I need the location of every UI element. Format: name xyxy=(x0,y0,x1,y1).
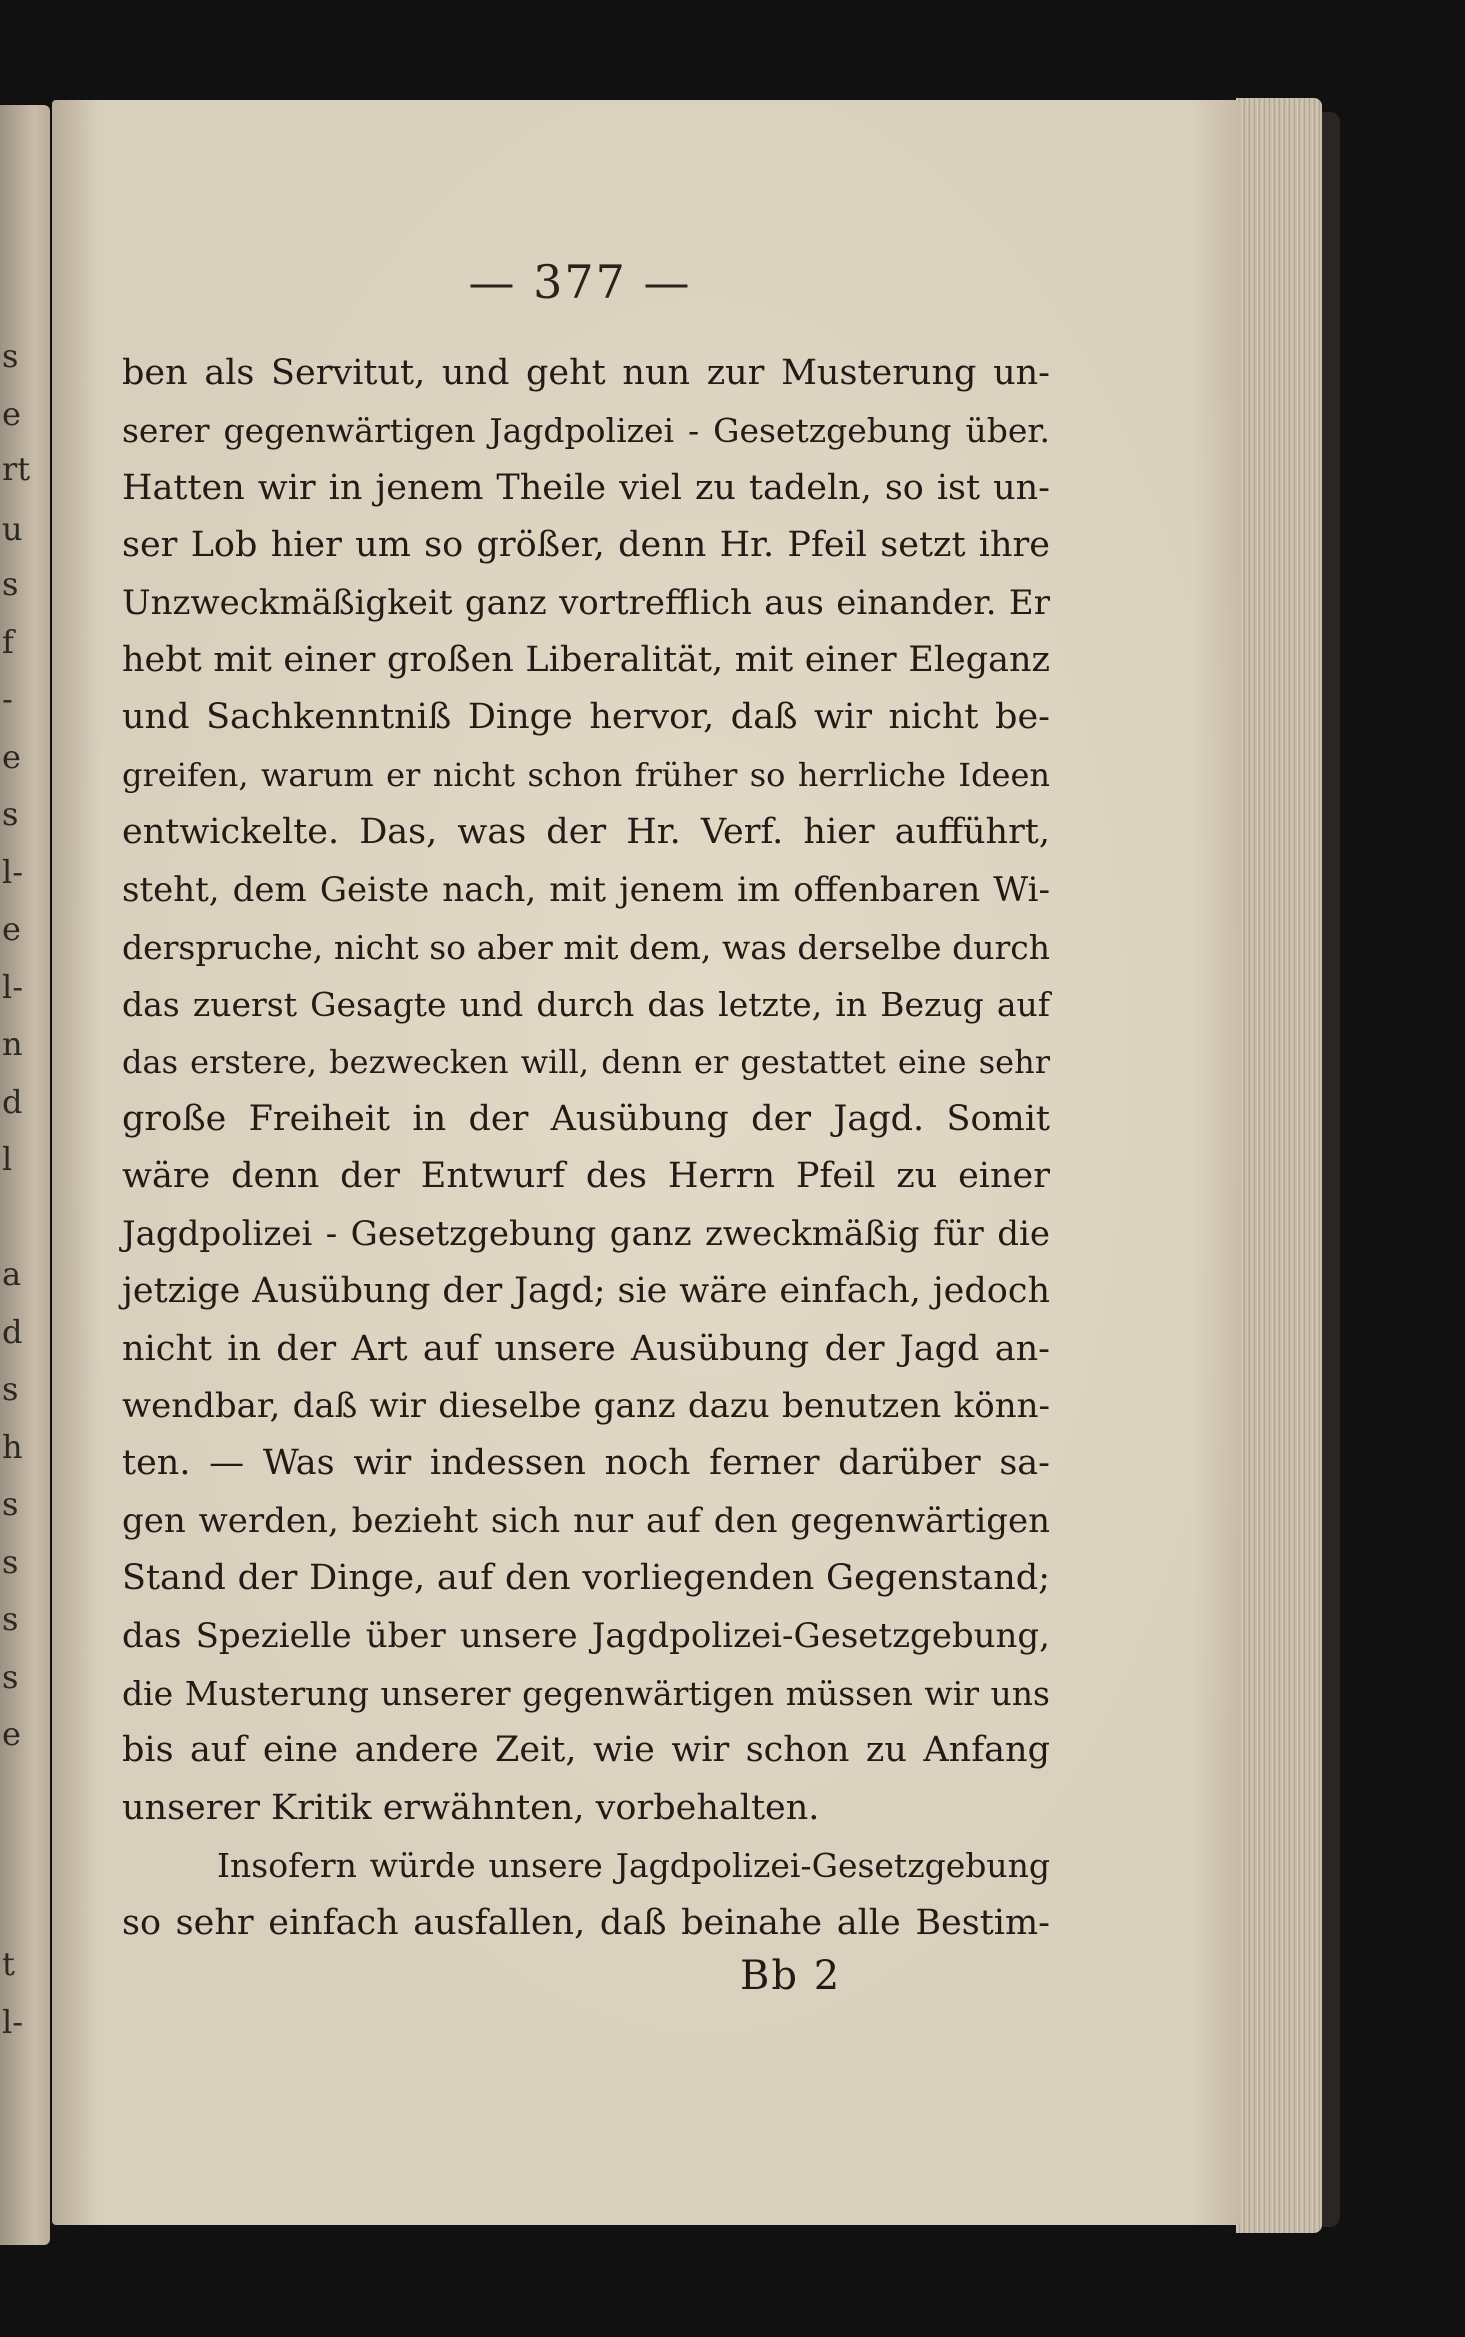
text-line: entwickelte. Das, was der Hr. Verf. hier aufführt, xyxy=(122,812,1050,853)
text-line: und Sachkenntniß Dinge hervor, daß wir nicht be- xyxy=(122,697,1050,738)
text-line: derspruche, nicht so aber mit dem, was derselbe durch xyxy=(122,927,1050,967)
left-page-fragment: l- xyxy=(2,968,24,1006)
page-number-header: — 377 — xyxy=(468,255,692,309)
text-line: Unzweckmäßigkeit ganz vortrefflich aus einander. Er xyxy=(122,582,1050,623)
text-line: hebt mit einer großen Liberalität, mit einer Eleganz xyxy=(122,639,1050,680)
text-line: das Spezielle über unsere Jagdpolizei-Gesetzgebung, xyxy=(122,1615,1050,1656)
text-line: wäre denn der Entwurf des Herrn Pfeil zu einer xyxy=(122,1156,1050,1197)
left-page-fragment: s xyxy=(2,565,19,603)
text-line: die Musterung unserer gegenwärtigen müssen wir uns xyxy=(122,1673,1050,1713)
left-page-fragment: f xyxy=(2,623,14,661)
left-page-fragment: l xyxy=(2,1140,13,1178)
left-page-fragment: e xyxy=(2,1715,21,1753)
left-page-fragment: e xyxy=(2,395,21,433)
text-line: Jagdpolizei - Gesetzgebung ganz zweckmäßig für die xyxy=(122,1213,1050,1254)
left-page-fragment: a xyxy=(2,1255,22,1293)
text-line: das zuerst Gesagte und durch das letzte, in Bezug auf xyxy=(122,985,1050,1025)
text-line: ben als Servitut, und geht nun zur Musterung un- xyxy=(122,353,1050,393)
text-line: greifen, warum er nicht schon früher so herrliche Ideen xyxy=(122,755,1050,794)
left-page-fragment: rt xyxy=(2,450,31,488)
left-page-fragment: s xyxy=(2,1658,19,1696)
left-page-fragment: l- xyxy=(2,853,24,891)
text-line: jetzige Ausübung der Jagd; sie wäre einfach, jedoch xyxy=(122,1271,1050,1312)
left-page-fragment: n xyxy=(2,1025,23,1063)
text-line: steht, dem Geiste nach, mit jenem im offenbaren Wi- xyxy=(122,869,1050,910)
text-line: Stand der Dinge, auf den vorliegenden Gegenstand; xyxy=(122,1558,1050,1599)
left-page-fragment: t xyxy=(2,1945,15,1983)
signature-mark: Bb 2 xyxy=(740,1953,842,1999)
left-page-fragment: u xyxy=(2,510,23,548)
left-page-fragment: h xyxy=(2,1428,23,1466)
text-line: so sehr einfach ausfallen, daß beinahe alle Bestim- xyxy=(122,1902,1050,1943)
left-page-fragment: s xyxy=(2,1600,19,1638)
text-line: gen werden, bezieht sich nur auf den gegenwärtigen xyxy=(122,1500,1050,1541)
text-line-paragraph-start: Insofern würde unsere Jagdpolizei-Gesetzgebung xyxy=(217,1846,1050,1886)
text-line: ten. — Was wir indessen noch ferner darüber sa- xyxy=(122,1443,1050,1484)
text-line: serer gegenwärtigen Jagdpolizei - Gesetzgebung über. xyxy=(122,411,1050,451)
left-page-fragment: s xyxy=(2,1543,19,1581)
text-line: wendbar, daß wir dieselbe ganz dazu benutzen könn- xyxy=(122,1386,1050,1427)
left-facing-page xyxy=(0,105,50,2245)
text-line: ser Lob hier um so größer, denn Hr. Pfeil setzt ihre xyxy=(122,525,1050,566)
page-stack-edge xyxy=(1236,98,1322,2233)
left-page-fragment: s xyxy=(2,1370,19,1408)
text-line: das erstere, bezwecken will, denn er gestattet eine sehr xyxy=(122,1042,1050,1081)
left-page-fragment: d xyxy=(2,1083,23,1121)
left-page-fragment: s xyxy=(2,1485,19,1523)
left-page-fragment: e xyxy=(2,738,21,776)
text-line: Hatten wir in jenem Theile viel zu tadeln, so ist un- xyxy=(122,467,1050,508)
left-page-fragment: d xyxy=(2,1313,23,1351)
body-text xyxy=(122,345,1050,1952)
left-page-fragment: l- xyxy=(2,2003,24,2041)
left-page-fragment: - xyxy=(2,680,13,718)
left-page-fragment: e xyxy=(2,910,21,948)
text-line: große Freiheit in der Ausübung der Jagd. Somit xyxy=(122,1099,1050,1140)
left-page-fragment: s xyxy=(2,337,19,375)
text-line: nicht in der Art auf unsere Ausübung der Jagd an- xyxy=(122,1328,1050,1369)
text-line: unserer Kritik erwähnten, vorbehalten. xyxy=(122,1787,820,1828)
left-page-fragment: s xyxy=(2,795,19,833)
text-line: bis auf eine andere Zeit, wie wir schon zu Anfang xyxy=(122,1730,1050,1771)
